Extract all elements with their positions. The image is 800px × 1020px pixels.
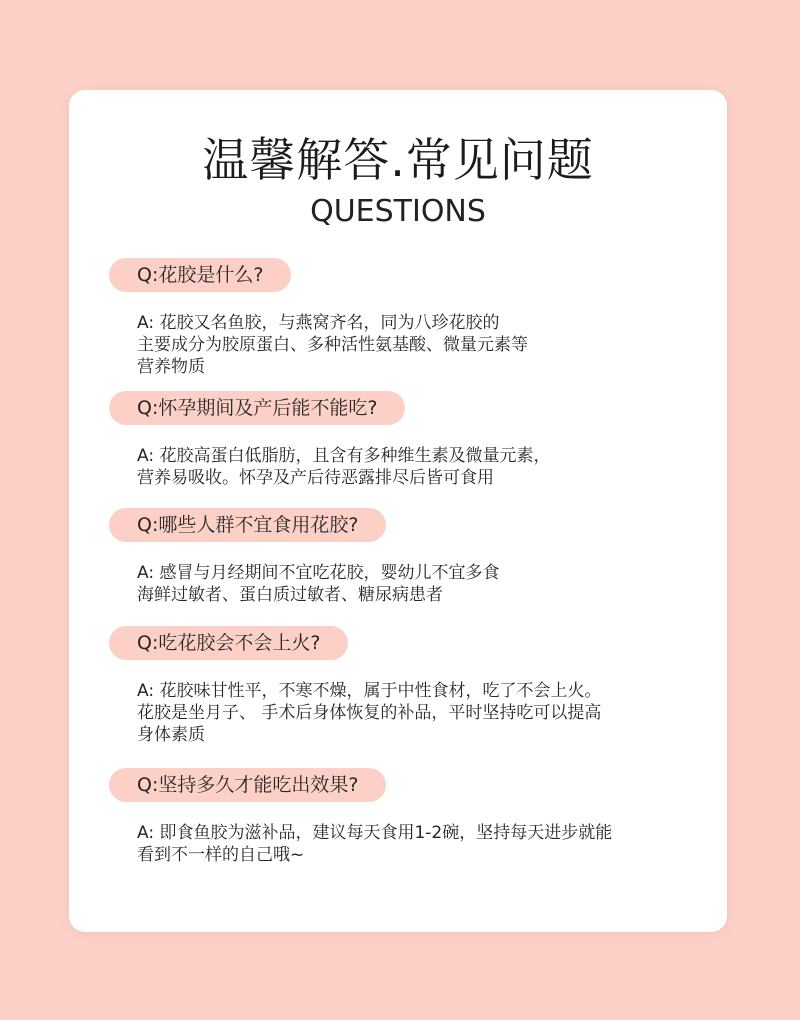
faq-card bbox=[69, 90, 727, 932]
faq-item-2 bbox=[109, 391, 689, 489]
question-pill: Q:吃花胶会不会上火? bbox=[109, 626, 348, 660]
answer-line: 营养易吸收。怀孕及产后待恶露排尽后皆可食用 bbox=[137, 468, 494, 488]
question-pill: Q:怀孕期间及产后能不能吃? bbox=[109, 391, 405, 425]
answer-line: A: 即食鱼胶为滋补品，建议每天食用1-2碗，坚持每天进步就能 bbox=[137, 823, 613, 843]
faq-item-5 bbox=[109, 768, 689, 866]
answer-text bbox=[137, 445, 689, 489]
answer-line: 看到不一样的自己哦~ bbox=[137, 845, 305, 865]
faq-item-4 bbox=[109, 626, 689, 746]
question-pill: Q:坚持多久才能吃出效果? bbox=[109, 768, 386, 802]
answer-line: A: 花胶味甘性平，不寒不燥，属于中性食材，吃了不会上火。 bbox=[137, 681, 602, 701]
answer-line: A: 花胶高蛋白低脂肪，且含有多种维生素及微量元素， bbox=[137, 446, 551, 466]
answer-line: 海鲜过敏者、蛋白质过敏者、糖尿病患者 bbox=[137, 585, 443, 605]
answer-line: 主要成分为胶原蛋白、多种活性氨基酸、微量元素等 bbox=[137, 335, 528, 355]
answer-line: 花胶是坐月子、 手术后身体恢复的补品，平时坚持吃可以提高 bbox=[137, 703, 602, 723]
question-pill: Q:花胶是什么? bbox=[109, 258, 291, 292]
answer-text bbox=[137, 562, 689, 606]
question-pill: Q:哪些人群不宜食用花胶? bbox=[109, 508, 386, 542]
answer-text bbox=[137, 822, 689, 866]
answer-line: A: 感冒与月经期间不宜吃花胶，婴幼儿不宜多食 bbox=[137, 563, 500, 583]
answer-line: A: 花胶又名鱼胶，与燕窝齐名，同为八珍花胶的 bbox=[137, 313, 500, 333]
page-subtitle: QUESTIONS bbox=[310, 194, 486, 229]
answer-line: 营养物质 bbox=[137, 357, 205, 377]
answer-text bbox=[137, 312, 689, 378]
answer-text bbox=[137, 680, 689, 746]
faq-item-3 bbox=[109, 508, 689, 606]
faq-item-1 bbox=[109, 258, 689, 378]
answer-line: 身体素质 bbox=[137, 725, 205, 745]
page-title: 温馨解答.常见问题 bbox=[202, 133, 594, 187]
